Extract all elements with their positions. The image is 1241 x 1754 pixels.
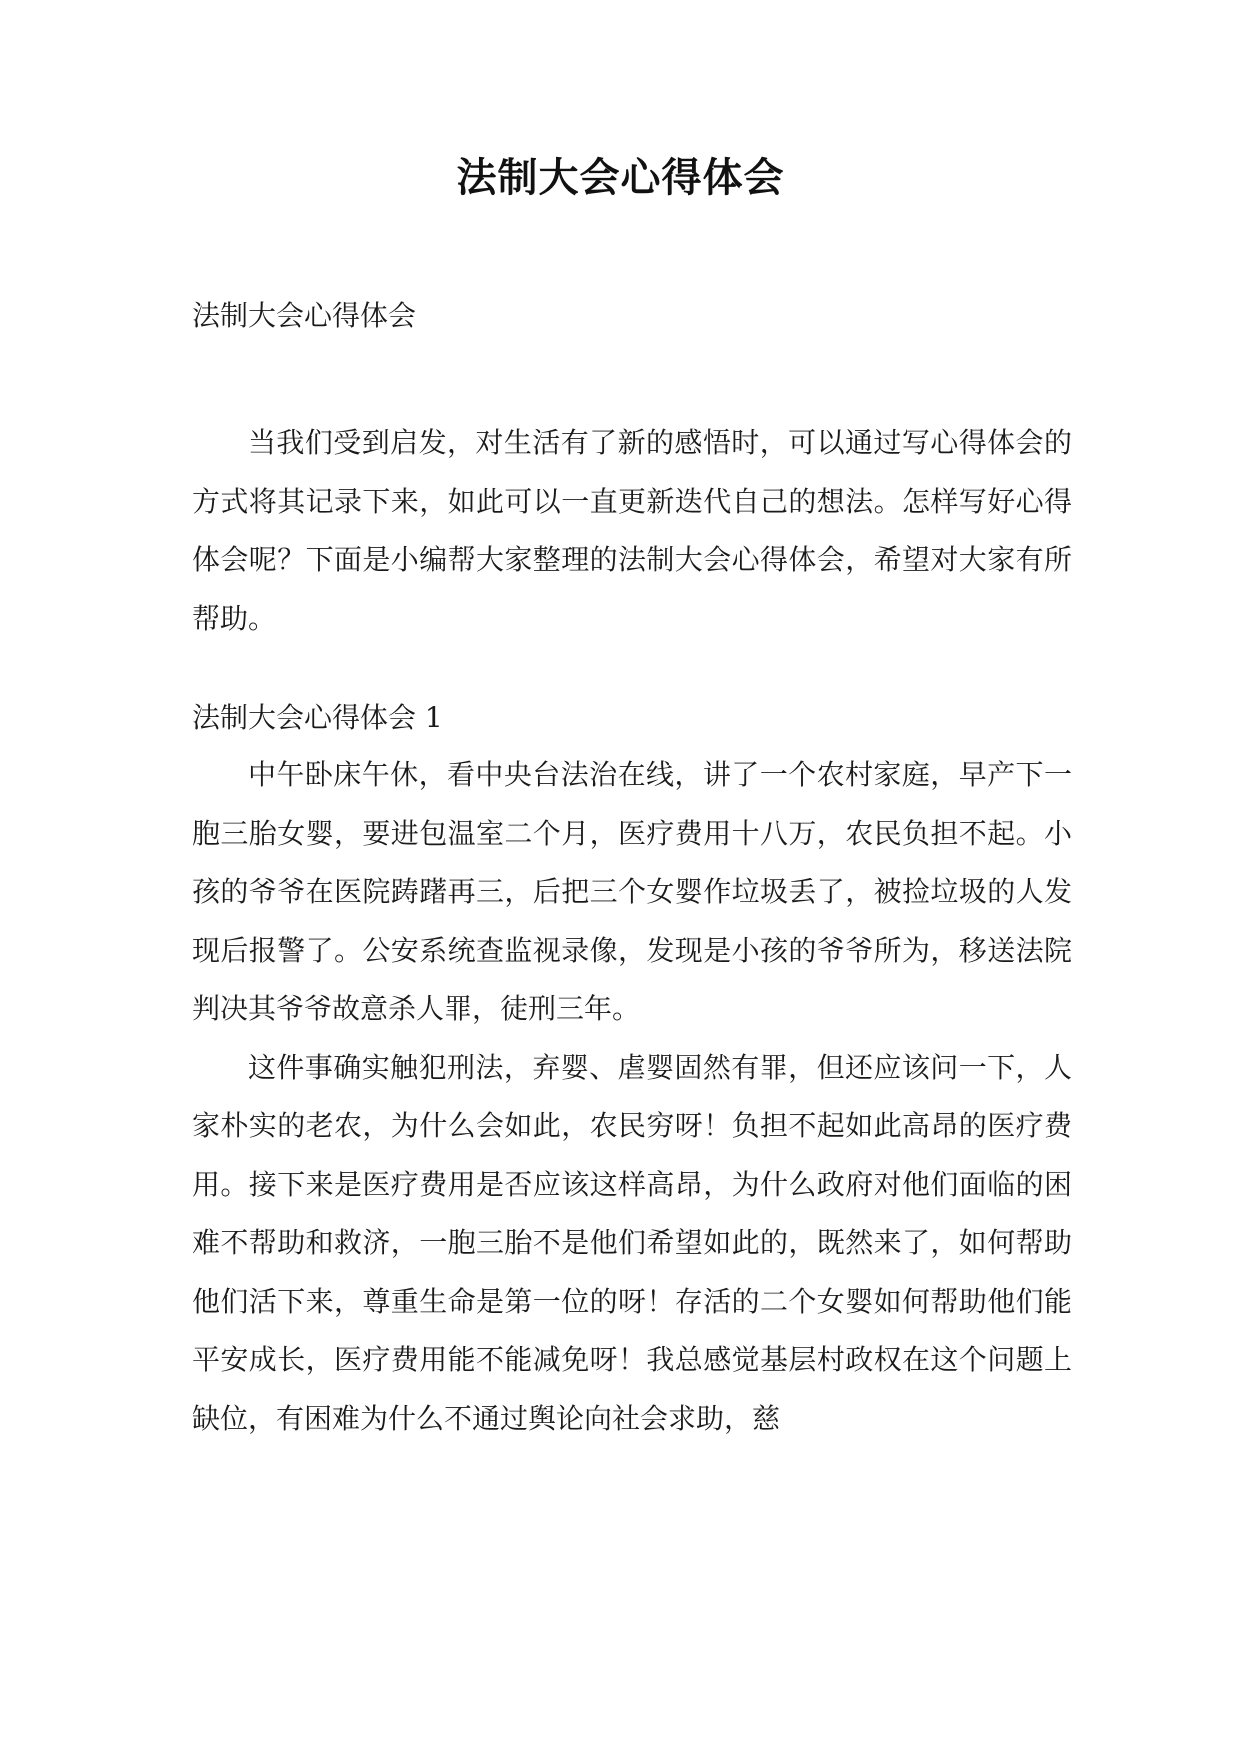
section-heading: 法制大会心得体会 1 (192, 701, 443, 734)
document-subtitle: 法制大会心得体会 (192, 299, 417, 332)
body-paragraph: 中午卧床午休，看中央台法治在线，讲了一个农村家庭，早产下一胞三胎女婴，要进包温室二个月，医疗费用十八万，农民负担不起。小孩的爷爷在医院踌躇再三，后把三个女婴作垃圾丢了，被捡垃圾的人发现后报警了。公安系统查监视录像，发现是小孩的爷爷所为，移送法院判决其爷爷故意杀人罪，徒刑三年。 (192, 758, 1072, 1025)
body-paragraph: 这件事确实触犯刑法，弃婴、虐婴固然有罪，但还应该问一下，人家朴实的老农，为什么会如此，农民穷呀！负担不起如此高昂的医疗费用。接下来是医疗费用是否应该这样高昂，为什么政府对他们面临的困难不帮助和救济，一胞三胎不是他们希望如此的，既然来了，如何帮助他们活下来，尊重生命是第一位的呀！存活的二个女婴如何帮助他们能平安成长，医疗费用能不能减免呀！我总感觉基层村政权在这个问题上缺位，有困难为什么不通过舆论向社会求助，慈 (192, 1050, 1072, 1435)
document-body (192, 296, 1072, 1448)
document-title: 法制大会心得体会 (456, 155, 785, 201)
intro-paragraph: 当我们受到启发，对生活有了新的感悟时，可以通过写心得体会的方式将其记录下来，如此可以一直更新迭代自己的想法。怎样写好心得体会呢？下面是小编帮大家整理的法制大会心得体会，希望对大家有所帮助。 (192, 426, 1072, 635)
